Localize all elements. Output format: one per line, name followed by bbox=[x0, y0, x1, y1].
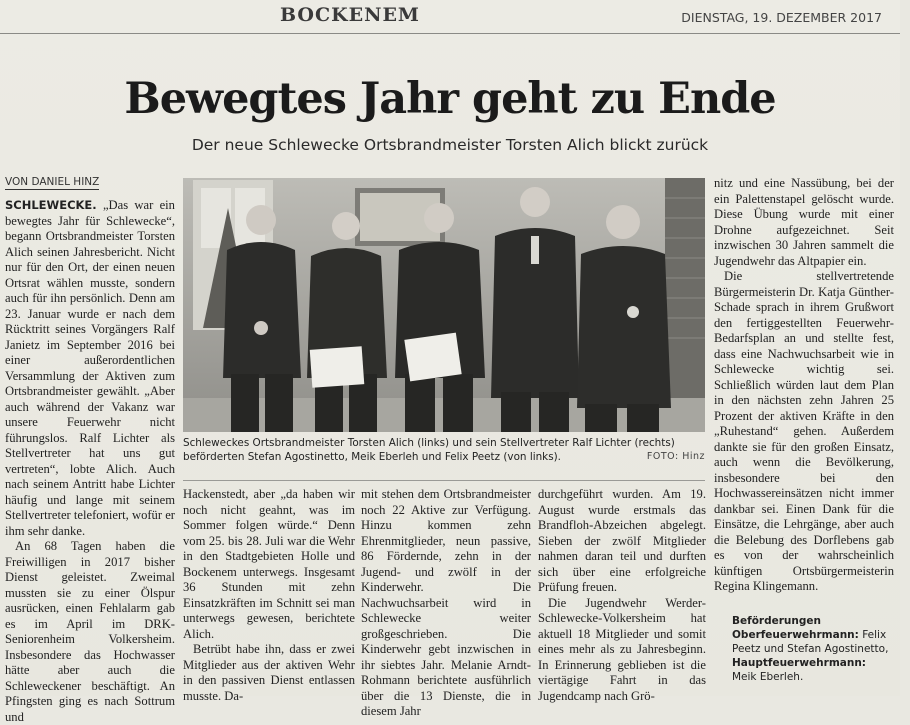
firefighters-photo bbox=[183, 178, 705, 432]
section-title: BOCKENEM bbox=[280, 4, 420, 26]
paragraph: Die stellvertretende Bürgermeisterin Dr. Katja Günther-Schade sprach in ihrem Grußwort den fertiggestellten Feuerwehr-Bedarfsplan an und stellte fest, dass eine Nachwuchsarbeit wie in Schlewecke wichtig sei. Schließlich würden laut dem Plan in den nächsten zehn Jahren 25 Prozent der aktiven Kräfte in den „Ruhestand“ gehen. Außerdem dankte sie für den großen Einsatz, auch wenn die Bevölkerung, insbesondere bei den Hochwassereinsätzen nicht immer dankbar sei. Einen Dank für die Einsätze, die Lehrgänge, aber auch die Belebung des Dorflebens gab es von der wahrscheinlich künftigen Ortsbürgermeisterin Regina Klingemann. bbox=[714, 269, 894, 593]
paragraph: mit stehen dem Ortsbrandmeister noch 22 Aktive zur Verfügung. Hinzu kommen zehn Ehrenmitglieder, neun passive, 86 Fördernde, zehn in der Jugend- und zwölf in der Kinderwehr. Die Nachwuchsarbeit wird in Schlewecke weiter großgeschrieben. Die Kinderwehr gebt inzwischen in ihr siebtes Jahr. Melanie Arndt-Rohmann berichtete ausführlich über die 13 Dienste, die in diesem Jahr bbox=[361, 487, 531, 718]
headline: Bewegtes Jahr geht zu Ende bbox=[124, 74, 776, 124]
paragraph: nitz und eine Nassübung, bei der ein Palettenstapel gelöscht wurde. Diese Übung wurde mit einer Drohne aufgezeichnet. Seit inzwischen 30 Jahren sammelt die Jugendwehr das Altpapier ein. bbox=[714, 176, 894, 268]
paragraph: An 68 Tagen haben die Freiwilligen in 2017 bisher Dienst geleistet. Zweimal mussten sie zu einer Ölspur ausrücken, einen Fehlalarm gab es im April im DRK-Seniorenheim Volkersheim. Insbesondere das Hochwasser hätte aber auch die Schleweckener beschäftigt. An Pfingsten ging es nach Sottrum und bbox=[5, 539, 175, 724]
promotions-title: Beförderungen bbox=[732, 615, 821, 627]
photo-credit: FOTO: Hinz bbox=[646, 451, 705, 462]
article-photo bbox=[183, 178, 705, 432]
paragraph: Hackenstedt, aber „da haben wir noch nicht geahnt, was im Sommer folgen würde.“ Denn vom 25. bis 28. Juli war die Wehr in den Stadtgebieten Holle und Bockenem unterwegs. Insgesamt 36 Stunden mit zehn Einsatzkräften im Schnitt sei man unterwegs gewesen, berichtete Alich. bbox=[183, 487, 355, 641]
text-column-3 bbox=[361, 487, 531, 718]
promotion-entry-2: Hauptfeuerwehrmann: Meik Eberleh. bbox=[732, 657, 866, 683]
byline: VON DANIEL HINZ bbox=[5, 176, 100, 188]
issue-date: DIENSTAG, 19. DEZEMBER 2017 bbox=[681, 10, 882, 25]
header-rule bbox=[0, 33, 900, 34]
promotions-box bbox=[732, 614, 892, 684]
paragraph: Betrübt habe ihn, dass er zwei Mitglieder aus der aktiven Wehr in den passiven Dienst entlassen musste. Da- bbox=[183, 642, 355, 703]
promotion-entry-1: Oberfeuerwehrmann: Felix Peetz und Stefan Agostinetto, bbox=[732, 629, 889, 655]
paragraph: SCHLEWECKE. „Das war ein bewegtes Jahr für Schlewecke“, begann Ortsbrandmeister Torsten Alich seinen Jahresbericht. Nicht nur für den Ort, der einen neuen Ortsrat wählen musste, sondern auch für ihn persönlich. Denn am 23. Januar wurde er nach dem Rücktritt seines Vorgängers Ralf Janietz im September 2016 bei einer außerordentlichen Versammlung der Aktiven zum Ortsbrandmeister gewählt. „Aber auch während der Vakanz war unsere Feuerwehr nicht führungslos. Ralf Lichter als Stellvertreter hat uns gut vertreten“, lobte Alich. Auch nach seinem Antritt habe Lichter häufig und lange mit seinem Stellvertreter telefoniert, wofür er ihm sehr danke. bbox=[5, 198, 175, 538]
text-column-5 bbox=[714, 176, 894, 608]
photo-caption: Schleweckes Ortsbrandmeister Torsten Alich (links) und sein Stellvertreter Ralf Lichter (rechts) beförderten Stefan Agostinetto, Meik Eberleh und Felix Peetz (von links). FOTO: Hinz bbox=[183, 437, 705, 463]
paragraph: durchgeführt wurden. Am 19. August wurde erstmals das Brandfloh-Abzeichen abgelegt. Sieben der zwölf Mitglieder nahmen daran teil und durften sich über eine erfolgreiche Prüfung freuen. bbox=[538, 487, 706, 594]
paragraph: Die Jugendwehr Werder-Schlewecke-Volkersheim hat aktuell 18 Mitglieder und somit eines mehr als zu Jahresbeginn. In Erinnerung geblieben ist die viertägige Fahrt in das Jugendcamp nach Grö- bbox=[538, 595, 706, 703]
text-column-2 bbox=[183, 487, 355, 703]
dateline-place: SCHLEWECKE. bbox=[5, 198, 97, 212]
page-header bbox=[0, 0, 900, 34]
caption-rule bbox=[183, 480, 705, 481]
text-column-4 bbox=[538, 487, 706, 703]
subheadline: Der neue Schlewecke Ortsbrandmeister Torsten Alich blickt zurück bbox=[191, 136, 709, 154]
text-column-1 bbox=[5, 198, 175, 724]
